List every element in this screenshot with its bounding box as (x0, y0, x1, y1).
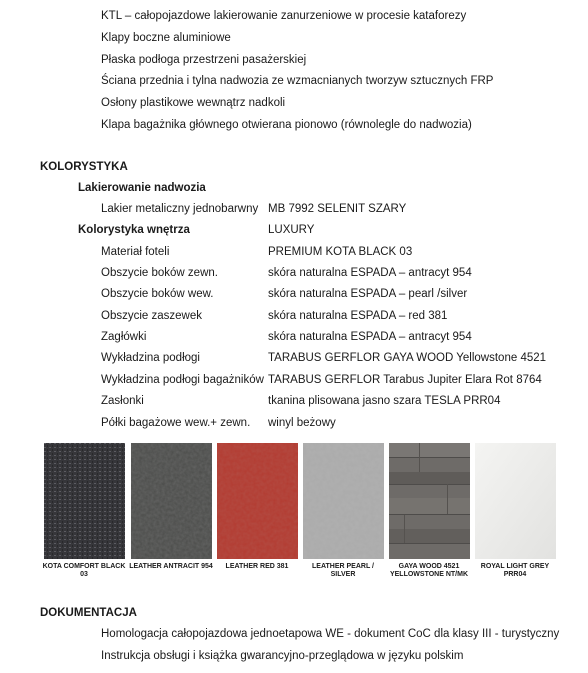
spec-value: skóra naturalna ESPADA – red 381 (268, 310, 448, 322)
spec-value: skóra naturalna ESPADA – pearl /silver (268, 288, 468, 300)
swatch-royal-light-grey (475, 443, 556, 559)
spec-label: Półki bagażowe wew.+ zewn. (101, 417, 251, 429)
swatch-leather-pearl-silver (303, 443, 384, 559)
feature-line: Ściana przednia i tylna nadwozia ze wzmacnianych tworzyw sztucznych FRP (101, 75, 494, 87)
swatch-caption: LEATHER ANTRACIT 954 (129, 563, 213, 570)
swatch-caption: LEATHER RED 381 (225, 563, 289, 570)
feature-line: Klapy boczne aluminiowe (101, 32, 231, 44)
spec-label: Obszycie zaszewek (101, 310, 202, 322)
swatch-caption: KOTA COMFORT BLACK 03 (42, 563, 126, 578)
spec-value: TARABUS GERFLOR GAYA WOOD Yellowstone 4521 (268, 352, 547, 364)
spec-label: Zagłówki (101, 331, 147, 343)
feature-line: Osłony plastikowe wewnątrz nadkoli (101, 97, 286, 109)
feature-line: Klapa bagażnika głównego otwierana pionowo (równolegle do nadwozia) (101, 119, 472, 131)
spec-value: PREMIUM KOTA BLACK 03 (268, 246, 413, 258)
swatch-leather-antracit (131, 443, 212, 559)
spec-value: skóra naturalna ESPADA – antracyt 954 (268, 331, 472, 343)
interior-variant: LUXURY (268, 224, 315, 236)
swatch-leather-red (217, 443, 298, 559)
swatch-caption: GAYA WOOD 4521 YELLOWSTONE NT/MK (389, 563, 469, 578)
documentation-line: Homologacja całopojazdowa jednoetapowa WE - dokument CoC dla klasy III - turystyczny (101, 628, 560, 640)
feature-line: Płaska podłoga przestrzeni pasażerskiej (101, 54, 307, 66)
body-paint-value: MB 7992 SELENIT SZARY (268, 203, 407, 215)
section-heading-dokumentacja: DOKUMENTACJA (40, 607, 137, 619)
spec-value: tkanina plisowana jasno szara TESLA PRR04 (268, 395, 501, 407)
swatch-kota-comfort-black (44, 443, 125, 559)
swatch-caption: LEATHER PEARL / SILVER (312, 563, 374, 578)
section-heading-kolorystyka: KOLORYSTYKA (40, 161, 128, 173)
spec-label: Wykładzina podłogi (101, 352, 200, 364)
feature-line: KTL – całopojazdowe lakierowanie zanurzeniowe w procesie kataforezy (101, 10, 467, 22)
spec-label: Wykładzina podłogi bagażników (101, 374, 264, 386)
spec-label: Obszycie boków zewn. (101, 267, 218, 279)
swatch-gaya-wood (389, 443, 470, 559)
spec-label: Materiał foteli (101, 246, 170, 258)
spec-value: skóra naturalna ESPADA – antracyt 954 (268, 267, 472, 279)
spec-label: Obszycie boków wew. (101, 288, 214, 300)
spec-label: Zasłonki (101, 395, 144, 407)
body-paint-heading: Lakierowanie nadwozia (78, 182, 206, 194)
interior-heading: Kolorystyka wnętrza (78, 224, 190, 236)
body-paint-label: Lakier metaliczny jednobarwny (101, 203, 259, 215)
documentation-line: Instrukcja obsługi i książka gwarancyjno-przeglądowa w języku polskim (101, 650, 464, 662)
spec-value: winyl beżowy (268, 417, 336, 429)
swatch-caption: ROYAL LIGHT GREY PRR04 (480, 563, 550, 578)
spec-value: TARABUS GERFLOR Tarabus Jupiter Elara Rot 8764 (268, 374, 542, 386)
